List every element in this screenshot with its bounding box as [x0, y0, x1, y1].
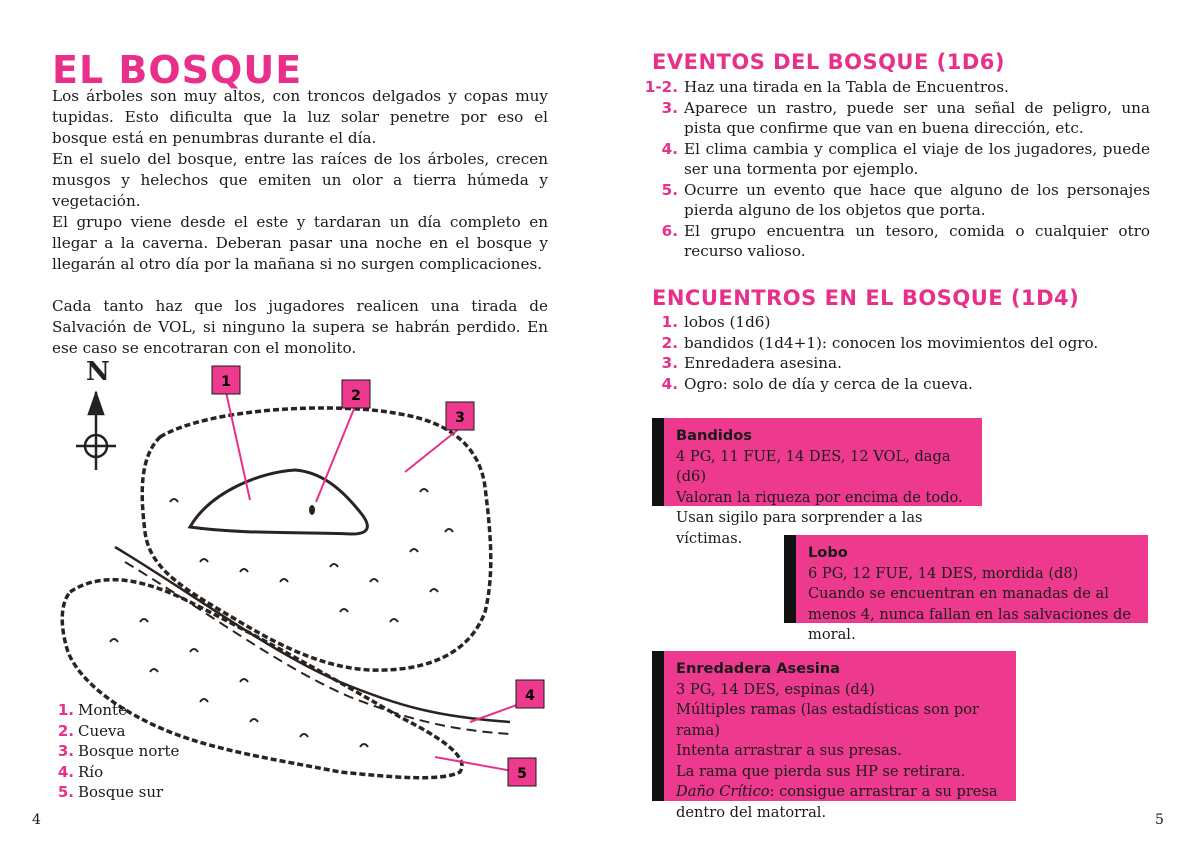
list-item: 3. Enredadera asesina. [661, 354, 842, 372]
card-stats: 3 PG, 14 DES, espinas (d4) [676, 680, 875, 698]
page-title: EL BOSQUE [52, 48, 303, 92]
intro-text [52, 86, 548, 359]
river [115, 547, 510, 722]
card-text: Múltiples ramas (las estadísticas son por rama) [676, 701, 979, 739]
hill [190, 470, 367, 534]
list-item: 1. lobos (1d6) [661, 313, 771, 331]
card-text: Cuando se encuentran en manadas de al menos 4, nunca fallan en las salvaciones de moral. [808, 585, 1131, 643]
cave [309, 505, 315, 515]
map-legend [52, 700, 179, 803]
compass-icon [76, 392, 116, 470]
card-stats: 4 PG, 11 FUE, 14 DES, 12 VOL, daga (d6) [676, 447, 951, 485]
intro-paragraph: El grupo viene desde el este y tardaran un día completo en llegar a la caverna. Deberan pasar una noche en el bosque y llegarán al otro día por la mañana si no surgen complicaciones. [52, 213, 548, 273]
card-text: Intenta arrastrar a sus presas. [676, 742, 902, 759]
list-item: 5. Bosque sur [57, 783, 164, 801]
card-text: La rama que pierda sus HP se retirara. [676, 762, 966, 780]
card-name: Lobo [808, 544, 848, 561]
encounters-list [640, 312, 1150, 394]
list-item: 5. Ocurre un evento que hace que alguno de los personajes pierda alguno de los objetos que porta. [661, 180, 1150, 219]
intro-paragraph: Cada tanto haz que los jugadores realicen una tirada de Salvación de VOL, si ninguno la supera se habrán perdido. En ese caso se encotraran con el monolito. [52, 297, 548, 357]
crit-text: : consigue arrastrar a su presa dentro del matorral. [676, 783, 998, 821]
list-item: 4. El clima cambia y complica el viaje de los jugadores, puede ser una tormenta por ejemplo. [661, 139, 1150, 178]
list-item: 4. Río [57, 762, 104, 781]
svg-text:5: 5 [517, 766, 527, 782]
map-marker [446, 402, 474, 430]
list-item: 2. bandidos (1d4+1): conocen los movimientos del ogro. [661, 333, 1099, 352]
encounters-title: ENCUENTROS EN EL BOSQUE (1D4) [652, 286, 1080, 310]
list-item: 2. Cueva [57, 721, 126, 740]
compass-label: N [86, 357, 110, 387]
page-number: 4 [32, 812, 41, 828]
svg-text:2: 2 [351, 388, 361, 404]
map-marker [508, 758, 536, 786]
svg-text:3: 3 [455, 410, 465, 426]
map-marker [342, 380, 370, 408]
card-text: Usan sigilo para sorprender a las víctimas. [676, 509, 923, 547]
list-item: 3. Aparece un rastro, puede ser una señal de peligro, una pista que confirme que van en buena dirección, etc. [661, 98, 1150, 137]
bandidos-card [652, 418, 982, 547]
map-marker [212, 366, 240, 394]
card-name: Bandidos [676, 427, 752, 444]
card-stats: 6 PG, 12 FUE, 14 DES, mordida (d8) [808, 564, 1079, 582]
svg-text:4: 4 [525, 688, 535, 704]
list-item: 1-2. Haz una tirada en la Tabla de Encuentros. [644, 78, 1009, 96]
list-item: 6. El grupo encuentra un tesoro, comida o cualquier otro recurso valioso. [661, 221, 1150, 260]
card-text [676, 782, 1004, 823]
enredadera-card [652, 651, 1016, 821]
list-item: 1. Monte [57, 701, 127, 719]
crit-label: Daño Crítico [676, 783, 770, 800]
events-title: EVENTOS DEL BOSQUE (1D6) [652, 50, 1005, 74]
north-forest [142, 408, 491, 670]
map-marker [516, 680, 544, 708]
lobo-card [784, 535, 1148, 643]
list-item: 4. Ogro: solo de día y cerca de la cueva. [661, 374, 973, 393]
list-item: 3. Bosque norte [57, 742, 180, 760]
page-number: 5 [1155, 812, 1164, 828]
events-list [640, 77, 1150, 262]
intro-paragraph: Los árboles son muy altos, con troncos delgados y copas muy tupidas. Esto dificulta que la luz solar penetre por eso el bosque está en penumbras durante el día. [52, 87, 548, 147]
intro-paragraph: En el suelo del bosque, entre las raíces de los árboles, crecen musgos y helechos que emiten un olor a tierra húmeda y vegetación. [52, 150, 548, 210]
card-text: Valoran la riqueza por encima de todo. [676, 488, 963, 506]
right-page [600, 0, 1200, 851]
card-name: Enredadera Asesina [676, 660, 841, 677]
svg-text:1: 1 [221, 374, 231, 390]
